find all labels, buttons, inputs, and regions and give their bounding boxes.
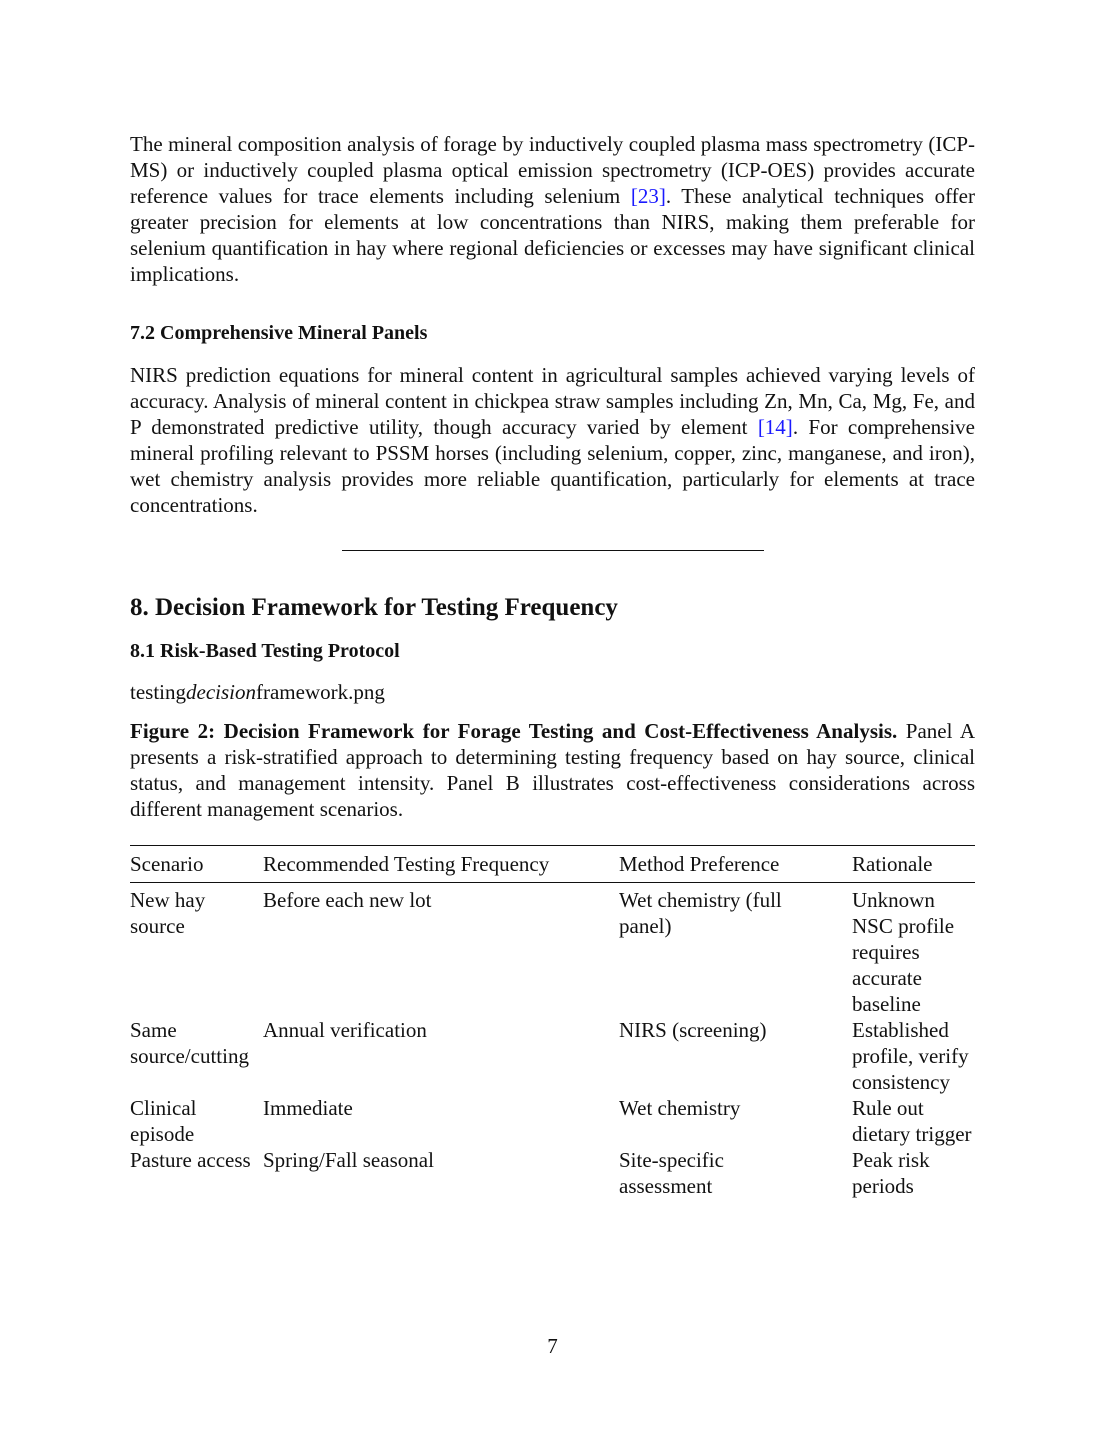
page-number: 7	[547, 1334, 558, 1358]
cell-rationale: Unknown NSC profile requires accurate baseline	[852, 888, 955, 1016]
citation-link-23[interactable]: [23]	[630, 184, 666, 208]
column-header-scenario: Scenario	[130, 852, 204, 876]
cell-frequency: Before each new lot	[263, 888, 432, 912]
cell-method: Wet chemistry (full panel)	[619, 888, 782, 938]
table-row	[130, 883, 975, 1018]
cell-frequency: Spring/Fall seasonal	[263, 1148, 434, 1172]
cell-scenario: Pasture access	[130, 1148, 251, 1172]
cell-rationale: Peak risk periods	[852, 1148, 930, 1198]
figure-caption: Figure 2: Decision Framework for Forage Testing and Cost-Effectiveness Analysis. Panel A presents a risk-stratified approach to determining testing frequency based on hay source, clinical status, and management intensity. Panel B illustrates cost-effectiveness considerations across different management scenarios.	[130, 719, 975, 821]
column-header-frequency: Recommended Testing Frequency	[263, 852, 550, 876]
testing-frequency-table	[130, 845, 975, 1199]
section-heading-8: 8. Decision Framework for Testing Frequency	[130, 594, 618, 621]
column-header-rationale: Rationale	[852, 852, 933, 876]
cell-method: Wet chemistry	[619, 1096, 741, 1120]
column-header-method: Method Preference	[619, 852, 780, 876]
section-heading-8-1: 8.1 Risk-Based Testing Protocol	[130, 640, 400, 662]
cell-frequency: Immediate	[263, 1096, 353, 1120]
table-row	[130, 1147, 975, 1199]
section-divider	[342, 550, 764, 551]
paragraph-icp-analysis: The mineral composition analysis of forage by inductively coupled plasma mass spectrometry (ICP-MS) or inductively coupled plasma optical emission spectrometry (ICP-OES) provides accurate reference values for trace elements including selenium [23]. These analytical techniques offer greater precision for elements at low concentrations than NIRS, making them preferable for selenium quantification in hay where regional deficiencies or excesses may have significant clinical implications.	[130, 132, 975, 286]
cell-scenario: Same source/cutting	[130, 1018, 249, 1068]
cell-method: NIRS (screening)	[619, 1018, 767, 1042]
table-row	[130, 1017, 975, 1095]
citation-link-14[interactable]: [14]	[757, 415, 793, 439]
section-heading-7-2: 7.2 Comprehensive Mineral Panels	[130, 322, 428, 344]
cell-scenario: Clinical episode	[130, 1096, 197, 1146]
cell-frequency: Annual verification	[263, 1018, 427, 1042]
table-header-row	[130, 846, 975, 883]
paragraph-mineral-panels: NIRS prediction equations for mineral content in agricultural samples achieved varying levels of accuracy. Analysis of mineral content in chickpea straw samples including Zn, Mn, Ca, Mg, Fe, and P demonstrated predictive utility, though accuracy varied by element [14]. For comprehensive mineral profiling relevant to PSSM horses (including selenium, copper, zinc, manganese, and iron), wet chemistry analysis provides more reliable quantification, particularly for elements at trace concentrations.	[130, 363, 975, 517]
figure-label: Figure 2: Decision Framework for Forage Testing and Cost-Effectiveness Analysis.	[130, 719, 898, 743]
cell-method: Site-specific assessment	[619, 1148, 724, 1198]
table-row	[130, 1095, 975, 1147]
cell-rationale: Rule out dietary trigger	[852, 1096, 972, 1146]
cell-scenario: New hay source	[130, 888, 206, 938]
missing-image-filename: testingdecisionframework.png	[130, 680, 385, 704]
cell-rationale: Established profile, verify consistency	[852, 1018, 969, 1094]
